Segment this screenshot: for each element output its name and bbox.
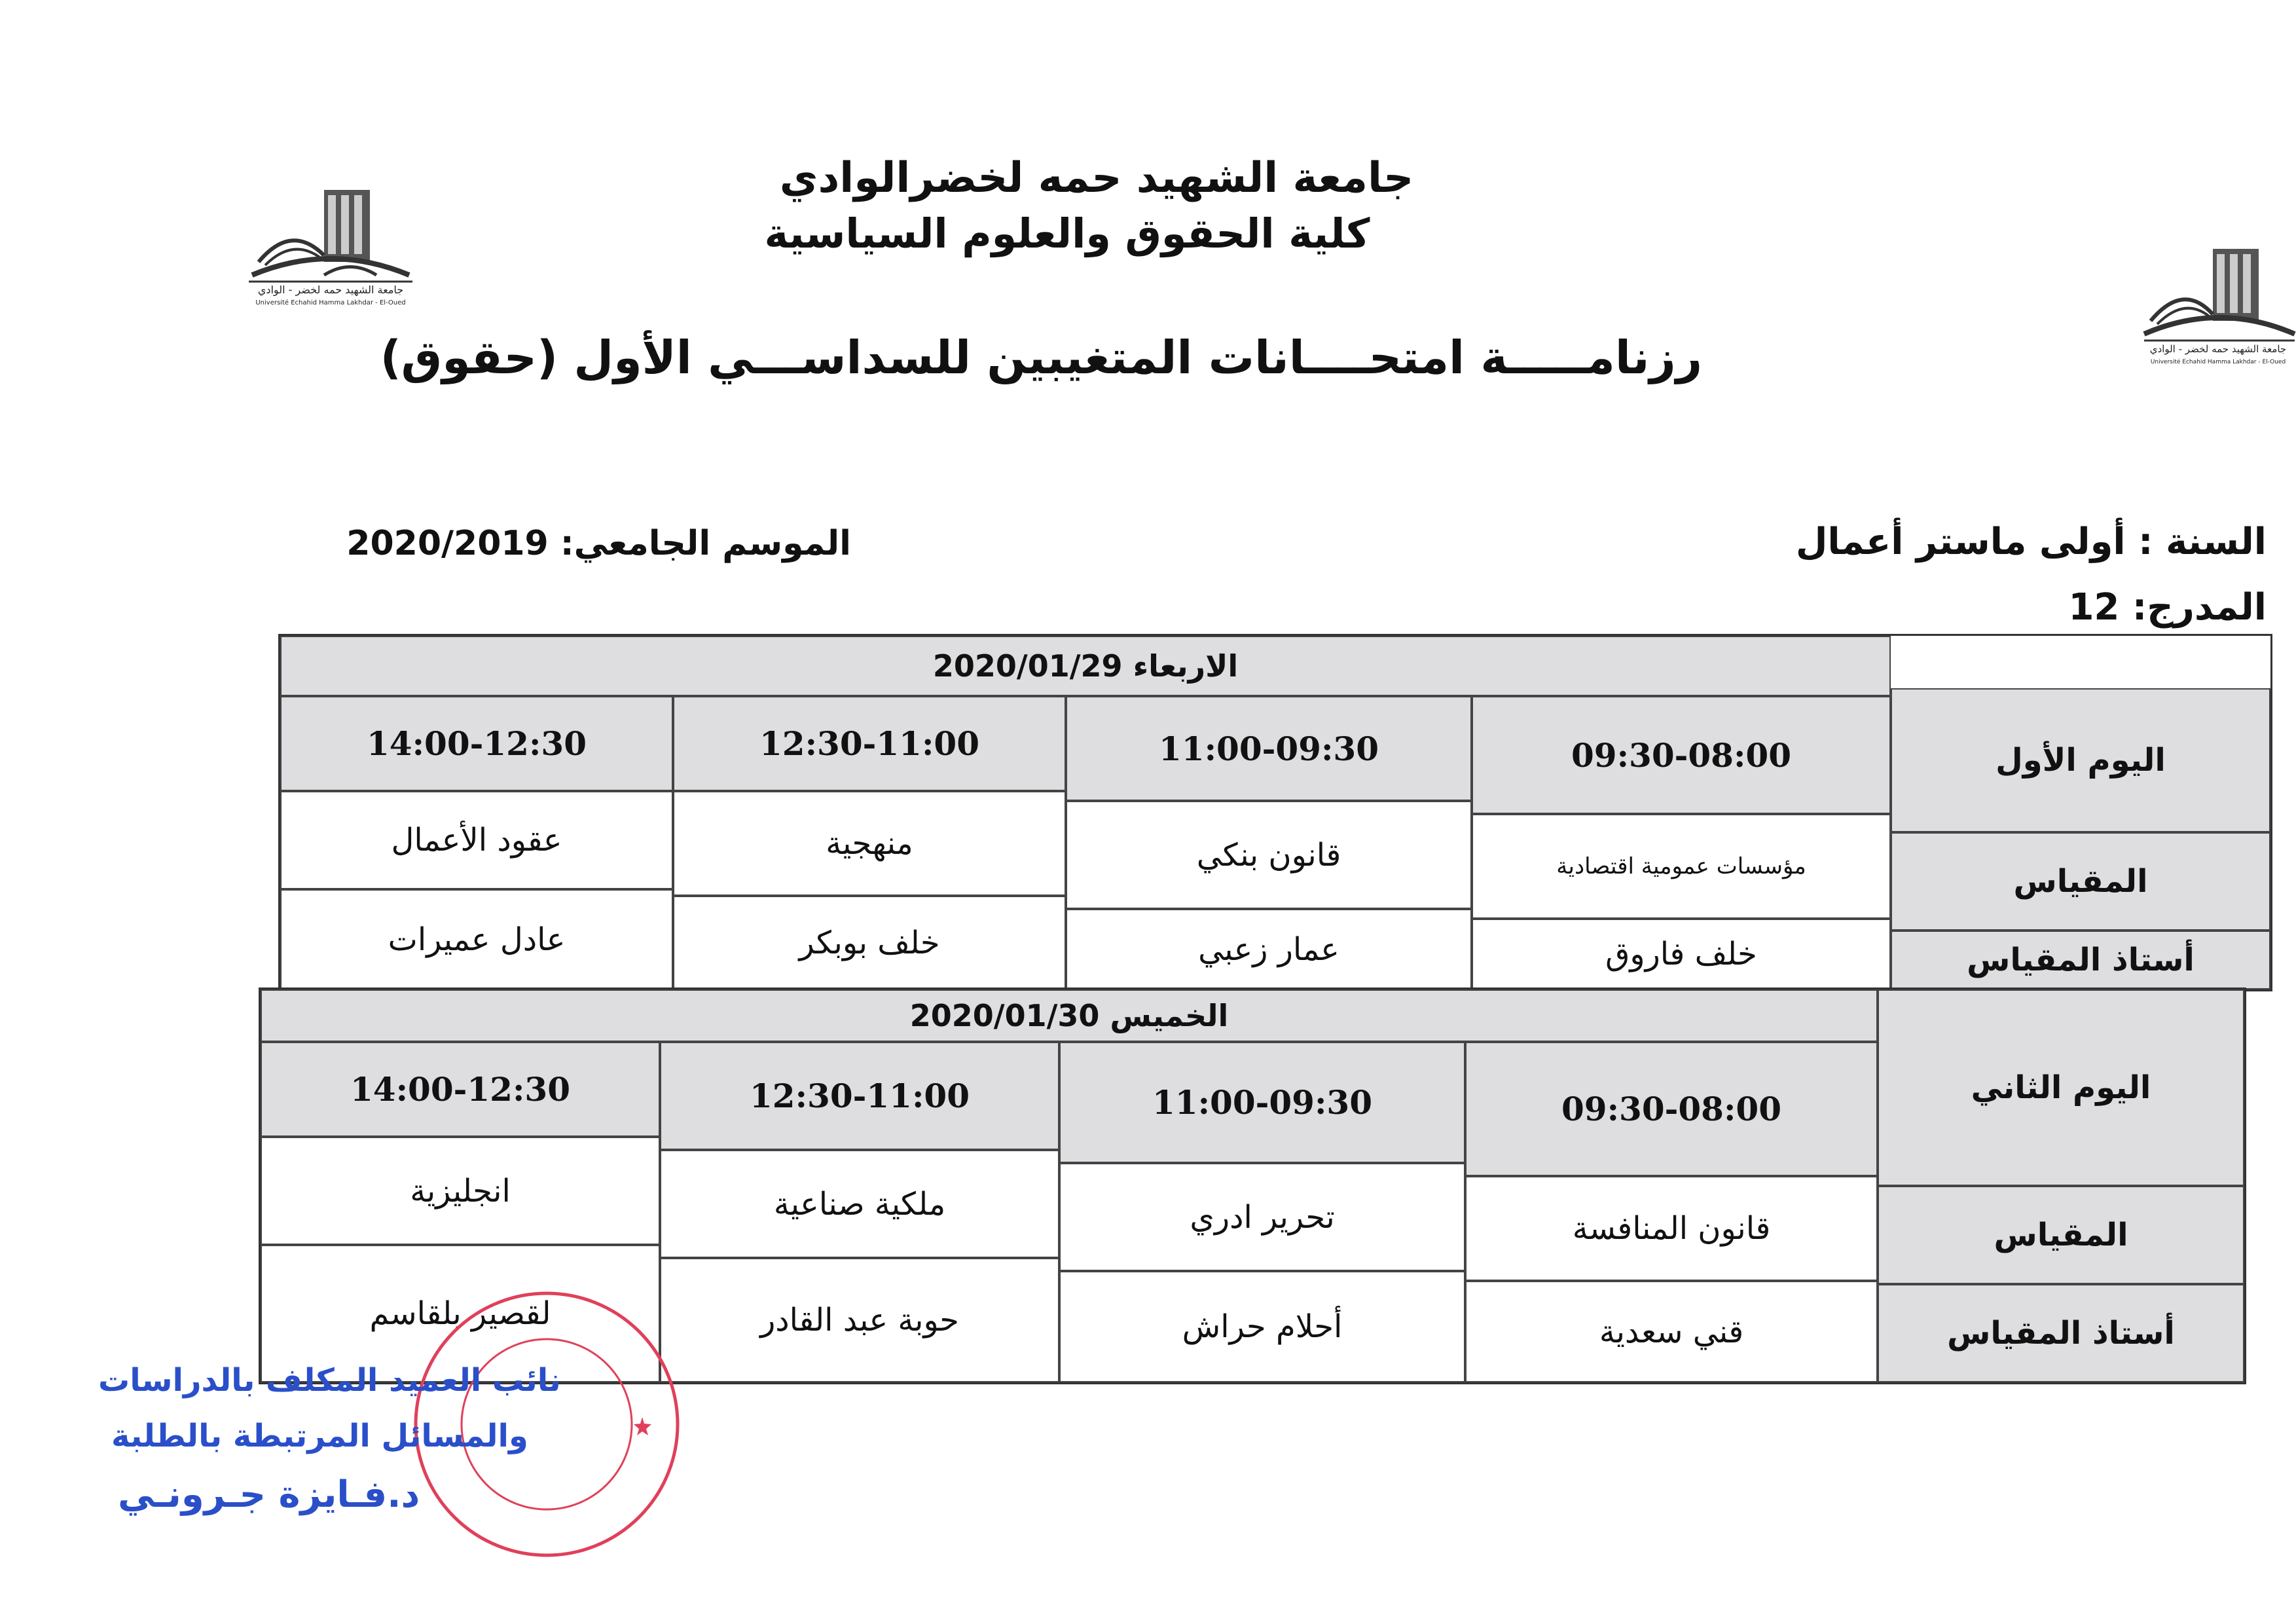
study-year: السنة : أولى ماستر أعمال bbox=[1795, 521, 2267, 563]
day2-subject: قانون المنافسة bbox=[1465, 1176, 1878, 1281]
day2-teacher: لقصير بلقاسم bbox=[261, 1245, 660, 1382]
day1-subject-label: المقياس bbox=[1891, 832, 2270, 931]
day1-subject: منهجية bbox=[673, 791, 1066, 896]
university-name: جامعة الشهيد حمه لخضرالوادي bbox=[779, 154, 1414, 202]
day2-day-label: اليوم الثاني bbox=[1878, 989, 2244, 1186]
day1-teacher: خلف بوبكر bbox=[673, 896, 1066, 989]
day1-subject: عقود الأعمال bbox=[280, 791, 673, 889]
faculty-name: كلية الحقوق والعلوم السياسية bbox=[764, 210, 1370, 257]
signature-title-line2: والمسائل المرتبطة بالطلبة bbox=[111, 1418, 528, 1454]
day2-teacher-label: أستاذ المقياس bbox=[1878, 1284, 2244, 1382]
day2-subject: ملكية صناعية bbox=[660, 1150, 1059, 1258]
day1-time-slot: 12:30-11:00 bbox=[673, 696, 1066, 791]
day1-teacher: عمار زعبي bbox=[1066, 909, 1472, 989]
day2-teacher: حوبة عبد القادر bbox=[660, 1258, 1059, 1382]
day2-time-slot: 14:00-12:30 bbox=[261, 1042, 660, 1137]
day1-date-title: الاربعاء 2020/01/29 bbox=[280, 636, 1891, 696]
day1-time-slot: 14:00-12:30 bbox=[280, 696, 673, 791]
academic-season: الموسم الجامعي: 2020/2019 bbox=[346, 524, 851, 563]
logo-left-subtext: Université Echahid Hamma Lakhdar - El-Oued bbox=[255, 299, 406, 306]
day2-subject: تحرير ادري bbox=[1059, 1163, 1465, 1271]
day1-day-label: اليوم الأول bbox=[1891, 688, 2270, 832]
day2-subject: انجليزية bbox=[261, 1137, 660, 1245]
schedule-day1-table bbox=[278, 634, 2272, 991]
day1-teacher-label: أستاذ المقياس bbox=[1891, 931, 2270, 989]
page-title: رزنامـــــة امتحــــانات المتغيبين للسداســـي الأول (حقوق) bbox=[380, 331, 1702, 384]
day2-date-title: الخميس 2020/01/30 bbox=[261, 989, 1878, 1042]
day1-teacher: عادل عميرات bbox=[280, 889, 673, 989]
logo-right-subtext: Université Echahid Hamma Lakhdar - El-Oued bbox=[2150, 359, 2286, 365]
signature-title-line1: نائب العميد المكلف بالدراسات bbox=[98, 1362, 561, 1399]
day2-teacher: قني سعدية bbox=[1465, 1281, 1878, 1382]
day1-time-slot: 11:00-09:30 bbox=[1066, 696, 1472, 801]
day2-time-slot: 09:30-08:00 bbox=[1465, 1042, 1878, 1176]
day2-teacher: أحلام حراش bbox=[1059, 1271, 1465, 1382]
signature-name: د.فـايزة جـرونـي bbox=[118, 1473, 420, 1516]
university-logo-right bbox=[2141, 236, 2296, 367]
day2-time-slot: 12:30-11:00 bbox=[660, 1042, 1059, 1150]
day2-time-slot: 11:00-09:30 bbox=[1059, 1042, 1465, 1163]
day2-subject-label: المقياس bbox=[1878, 1186, 2244, 1284]
university-logo-left bbox=[246, 177, 416, 308]
logo-right-text: جامعة الشهيد حمه لخضر - الوادي bbox=[2149, 343, 2287, 355]
logo-left-text: جامعة الشهيد حمه لخضر - الوادي bbox=[257, 284, 404, 296]
day1-subject: قانون بنكي bbox=[1066, 801, 1472, 909]
day1-time-slot: 09:30-08:00 bbox=[1472, 696, 1891, 814]
exam-hall: المدرج: 12 bbox=[2068, 586, 2267, 629]
day1-subject: مؤسسات عمومية اقتصادية bbox=[1472, 814, 1891, 919]
day1-teacher: خلف فاروق bbox=[1472, 919, 1891, 989]
